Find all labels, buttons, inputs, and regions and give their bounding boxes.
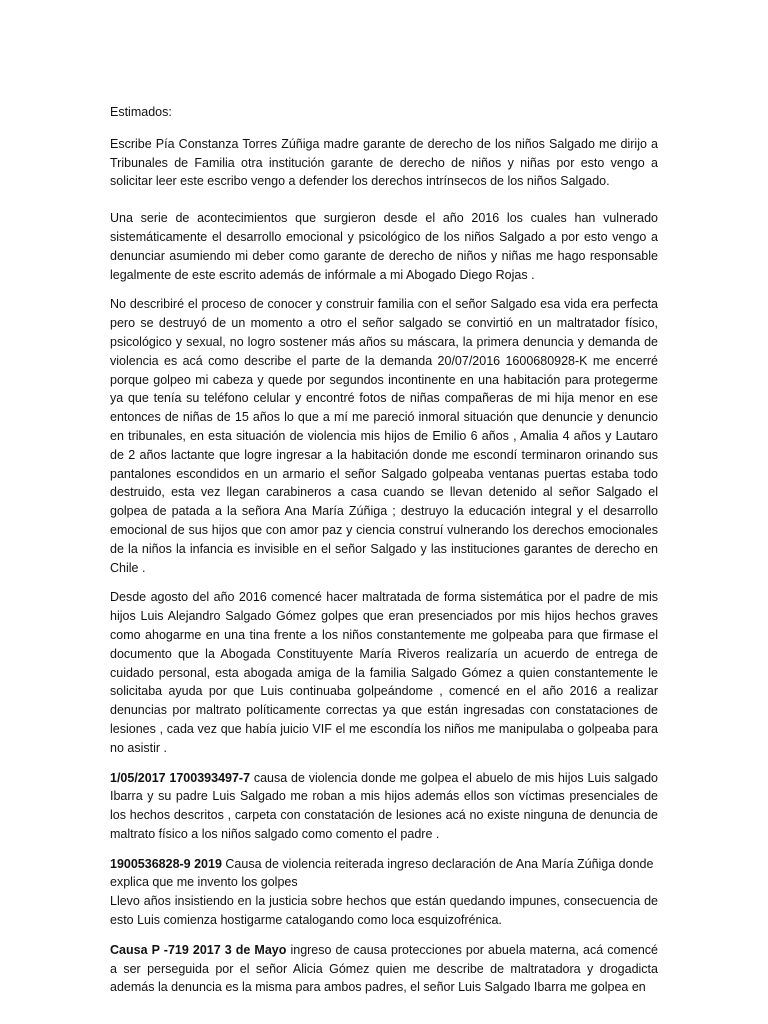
paragraph-case-2017 bbox=[110, 769, 658, 844]
case-protection-title: Causa P -719 2017 3 de Mayo bbox=[110, 942, 287, 957]
paragraph-case-2019 bbox=[110, 855, 658, 893]
case-2019-description: Causa de violencia reiterada ingreso declaración de Ana María Zúñiga donde explica que me invento los golpes bbox=[110, 856, 654, 890]
paragraph-systematic-abuse: Desde agosto del año 2016 comencé hacer maltratada de forma sistemática por el padre de mis hijos Luis Alejandro Salgado Gómez golpes que eran presenciados por mis hijos hechos graves como ahogarme en una tina frente a los niños constantemente me golpeaba para que firmase el documento que la Abogada Constituyente María Riveros realizaría un acuerdo de entrega de cuidado personal, esta abogada amiga de la familia Salgado Gómez a quien constantemente le solicitaba ayuda por que Luis continuaba golpeándome , comencé en el año 2016 a realizar denuncias por maltrato políticamente correctas ya que están ingresadas con constataciones de lesiones , cada vez que había juicio VIF el me escondía los niños me manipulaba o golpeaba para no asistir . bbox=[110, 590, 658, 755]
case-protection-description: ingreso de causa protecciones por abuela materna, acá comencé a ser perseguida por el señor Alicia Gómez quien me describe de maltratadora y drogadicta además la denuncia es la misma para ambos padres, el señor Luis Salgado Ibarra me golpea en bbox=[110, 942, 658, 995]
paragraph-violence-description: No describiré el proceso de conocer y construir familia con el señor Salgado esa vida era perfecta pero se destruyó de un momento a otro el señor salgado se convirtió en un maltratador físico, psicológico y sexual, no logro sostener más años su máscara, la primera denuncia y demanda de violencia es acá como describe el parte de la demanda 20/07/2016 1600680928-K me encerré porque golpeo mi cabeza y quede por segundos incontinente en una habitación para protegerme ya que tenía su teléfono celular y encontré fotos de niñas compañeras de mi hija menor en ese entonces de niñas de 15 años lo que a mí me pareció inmoral situación que denuncie y denuncio en tribunales, en esta situación de violencia mis hijos de Emilio 6 años , Amalia 4 años y Lautaro de 2 años lactante que logre ingresar a la habitación donde me escondí terminaron orinando sus pantalones escondidos en un armario el señor Salgado golpeaba ventanas puertas estaba todo destruido, esta vez llegan carabineros a casa cuando se llevan detenido al señor Salgado el golpea de patada a la señora Ana María Zúñiga ; destruyo la educación integral y el desarrollo emocional de sus hijos que con amor paz y ciencia construí vulnerando los derechos emocionales de la niños la infancia es invisible en el señor Salgado y las instituciones garantes de derecho en Chile . bbox=[110, 297, 658, 575]
paragraph-impunity: Llevo años insistiendo en la justicia sobre hechos que están quedando impunes, consecuencia de esto Luis comienza hostigarme catalogando como loca esquizofrénica. bbox=[110, 894, 658, 928]
case-number-2017: 1/05/2017 1700393497-7 bbox=[110, 770, 251, 785]
case-number-2019: 1900536828-9 2019 bbox=[110, 856, 222, 871]
paragraph-protection-case bbox=[110, 941, 658, 997]
greeting: Estimados: bbox=[110, 105, 172, 119]
document-page bbox=[110, 103, 658, 1008]
case-2017-description: causa de violencia donde me golpea el abuelo de mis hijos Luis salgado Ibarra y su padre Luis Salgado me roban a mis hijos además ellos son víctimas presenciales de los hechos descritos , carpeta con constatación de lesiones acá no existe ninguna de denuncia de maltrato físico a los niños salgado como comento el padre . bbox=[110, 770, 658, 841]
paragraph-events-2016: Una serie de acontecimientos que surgieron desde el año 2016 los cuales han vulnerado sistemáticamente el desarrollo emocional y psicológico de los niños Salgado a por esto vengo a denunciar asumiendo mi deber como garante de derecho de niños y niñas me hago responsable legalmente de este escrito además de infórmale a mi Abogado Diego Rojas . bbox=[110, 211, 658, 282]
paragraph-introduction: Escribe Pía Constanza Torres Zúñiga madre garante de derecho de los niños Salgado me dirijo a Tribunales de Familia otra institución garante de derecho de niños y niñas por esto vengo a solicitar leer este escribo vengo a defender los derechos intrínsecos de los niños Salgado. bbox=[110, 136, 658, 189]
